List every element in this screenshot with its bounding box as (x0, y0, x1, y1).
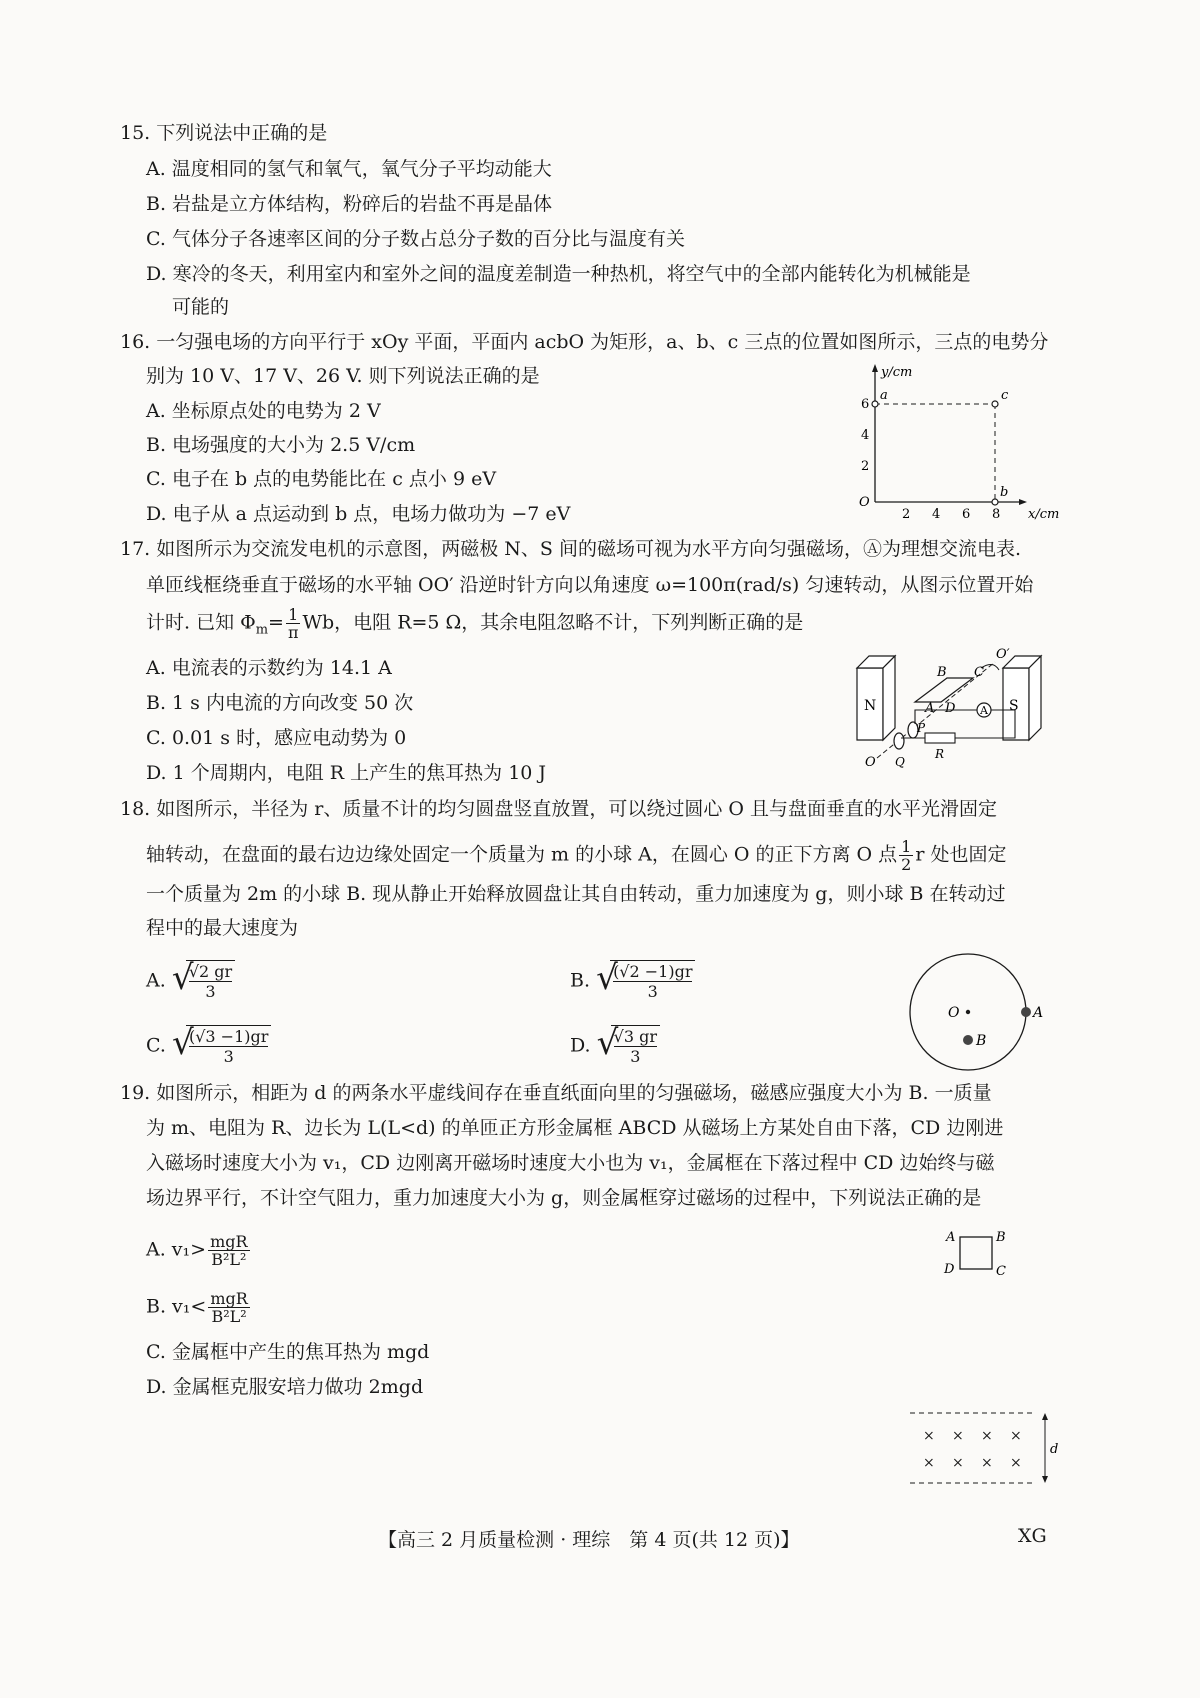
q17-label-a: A (925, 701, 935, 716)
q19-label-d: D (944, 1262, 955, 1277)
q18-b-num: (√2 −1)gr (613, 962, 693, 981)
q19-a-num: mgR (210, 1232, 248, 1251)
q17-known-suffix: Wb，电阻 R=5 Ω，其余电阻忽略不计，下列判断正确的是 (302, 611, 804, 634)
q19-cross: × (981, 1428, 993, 1444)
q18-option-c-radical: √ $\frac{(√3 -1)gr}{3}$ (172, 1025, 271, 1068)
q19-cross: × (923, 1455, 935, 1471)
q16-point-a (872, 401, 878, 407)
q18-ball-a (1021, 1007, 1031, 1017)
q18-stem-part1: 轴转动，在盘面的最右边边缘处固定一个质量为 m 的小球 A，在圆心 O 的正下方离 O 点 (146, 843, 898, 866)
q16-option-a: A. 坐标原点处的电势为 2 V (146, 400, 381, 422)
q19-d-arrow-down (1042, 1476, 1048, 1483)
q18-option-a (146, 960, 235, 1003)
q18-disc-figure (900, 938, 1050, 1088)
q16-option-b: B. 电场强度的大小为 2.5 V/cm (146, 434, 416, 456)
q18-option-a-label: A. (146, 969, 166, 992)
q16-ytick-6: 6 (861, 397, 870, 412)
page-footer: 【高三 2 月质量检测 · 理综 第 4 页(共 12 页)】 (378, 1529, 800, 1551)
q18-label-b: B (976, 1033, 987, 1049)
q19-label-a: A (946, 1230, 956, 1245)
page-code: XG (1018, 1525, 1047, 1547)
q16-label-b: b (1000, 485, 1009, 500)
q19-option-d: D. 金属框克服安培力做功 2mgd (146, 1376, 424, 1398)
q16-xtick-4: 4 (932, 507, 941, 522)
q16-ytick-2: 2 (861, 459, 870, 474)
q18-stem-cont (146, 838, 1006, 873)
q16-y-arrow (872, 364, 878, 372)
q16-label-c: c (1001, 388, 1009, 403)
q19-a-den: B²L² (211, 1250, 247, 1269)
q17-phi-subscript: m (255, 622, 269, 638)
q17-coil-frame (915, 678, 973, 702)
q15-option-c: C. 气体分子各速率区间的分子数占总分子数的百分比与温度有关 (146, 228, 685, 250)
q17-known-prefix: 计时. 已知 Φ (146, 611, 256, 634)
q17-option-a: A. 电流表的示数约为 14.1 A (146, 657, 392, 679)
q18-option-d (570, 1025, 660, 1068)
q18-stem-cont2: 一个质量为 2m 的小球 B. 现从静止开始释放圆盘让其自由转动，重力加速度为 g，则小球 B 在转动过 (146, 883, 1006, 905)
q17-label-n: N (864, 698, 877, 714)
q18-stem-part2: r 处也固定 (915, 843, 1007, 866)
q17-stem-known (146, 606, 803, 642)
q19-d-arrow-up (1042, 1413, 1048, 1420)
q16-coordinate-figure (855, 362, 1065, 527)
q19-cross: × (952, 1455, 964, 1471)
q18-d-num: √3 gr (613, 1027, 658, 1046)
q16-stem: 16. 一匀强电场的方向平行于 xOy 平面，平面内 acbO 为矩形，a、b、c 三点的位置如图所示，三点的电势分 (120, 331, 1049, 353)
q19-cross: × (1010, 1428, 1022, 1444)
q19-cross: × (923, 1428, 935, 1444)
q19-stem-cont: 为 m、电阻为 R、边长为 L(L<d) 的单匝正方形金属框 ABCD 从磁场上方某处自由下落，CD 边刚进 (146, 1117, 1004, 1139)
q19-label-b: B (996, 1230, 1006, 1245)
q19-cross: × (952, 1428, 964, 1444)
q19-option-b (146, 1290, 252, 1325)
q18-c-num: (√3 −1)gr (188, 1027, 269, 1046)
q17-label-d: D (945, 701, 956, 716)
q15-option-d: D. 寒冷的冬天，利用室内和室外之间的温度差制造一种热机，将空气中的全部内能转化为机械能是 (146, 263, 971, 285)
q17-label-b: B (937, 665, 947, 680)
q15-option-b: B. 岩盐是立方体结构，粉碎后的岩盐不再是晶体 (146, 193, 553, 215)
q17-magnet-s-side (1029, 656, 1041, 740)
q16-point-c (992, 401, 998, 407)
q17-generator-figure (855, 640, 1055, 790)
q17-equals: = (268, 611, 284, 634)
q18-half-fraction (899, 838, 913, 873)
q16-y-label: y/cm (881, 365, 913, 380)
q17-phi-fraction (286, 606, 301, 641)
q17-resistor (925, 733, 955, 743)
q19-b-den: B²L² (211, 1307, 247, 1326)
q16-point-b (992, 499, 998, 505)
q17-label-r: R (935, 747, 945, 761)
q19-option-b-prefix: B. v₁< (146, 1295, 207, 1318)
q17-frac-numerator: 1 (286, 606, 301, 624)
q17-magnet-n-side (883, 656, 895, 740)
q18-option-c-label: C. (146, 1034, 166, 1057)
q17-slip-ring-q (894, 733, 904, 749)
q19-cross: × (981, 1455, 993, 1471)
q17-option-c: C. 0.01 s 时，感应电动势为 0 (146, 727, 407, 749)
q18-option-a-radical: √ $\frac{√2 gr}{3}$ (172, 960, 235, 1003)
q18-frac-denominator: 2 (901, 855, 912, 874)
q18-label-a: A (1033, 1005, 1044, 1021)
q19-frame-figure (920, 1225, 1060, 1285)
q18-option-d-label: D. (570, 1034, 591, 1057)
q18-b-den: 3 (647, 982, 658, 1001)
q19-option-a-prefix: A. v₁> (146, 1238, 207, 1261)
q19-option-a-fraction (208, 1233, 249, 1268)
q16-x-arrow (1019, 499, 1027, 505)
q18-a-num: √2 gr (188, 962, 233, 981)
q17-label-c: C (974, 665, 984, 680)
q16-xtick-6: 6 (962, 507, 971, 522)
q16-xtick-8: 8 (992, 507, 1001, 522)
q15-stem: 15. 下列说法中正确的是 (120, 122, 328, 144)
q17-label-o: O (865, 755, 876, 770)
q19-cross: × (1010, 1455, 1022, 1471)
q18-option-b-label: B. (570, 969, 591, 992)
q15-option-a: A. 温度相同的氢气和氧气，氧气分子平均动能大 (146, 158, 552, 180)
q16-x-label: x/cm (1028, 507, 1060, 522)
q17-option-d: D. 1 个周期内，电阻 R 上产生的焦耳热为 10 J (146, 762, 547, 784)
q17-frac-denominator: π (287, 623, 299, 642)
q18-option-b-radical: √ $\frac{(√2 -1)gr}{3}$ (596, 960, 695, 1003)
q17-label-p: P (917, 721, 926, 735)
q18-d-den: 3 (630, 1047, 641, 1066)
q18-option-b (570, 960, 695, 1003)
q18-stem: 18. 如图所示，半径为 r、质量不计的均匀圆盘竖直放置，可以绕过圆心 O 且与盘面垂直的水平光滑固定 (120, 798, 998, 820)
q19-option-a (146, 1233, 252, 1268)
q18-stem-cont3: 程中的最大速度为 (146, 917, 299, 939)
q19-stem: 19. 如图所示，相距为 d 的两条水平虚线间存在垂直纸面向里的匀强磁场，磁感应强度大小为 B. 一质量 (120, 1082, 992, 1104)
q18-frac-numerator: 1 (901, 837, 912, 856)
q16-label-a: a (880, 388, 888, 403)
q18-c-den: 3 (223, 1047, 234, 1066)
q18-center-dot (966, 1010, 970, 1014)
q18-a-den: 3 (205, 982, 216, 1001)
q18-option-c (146, 1025, 271, 1068)
q19-stem-cont2: 入磁场时速度大小为 v₁，CD 边刚离开磁场时速度大小也为 v₁，金属框在下落过程中 CD 边始终与磁 (146, 1152, 995, 1174)
q17-label-q: Q (895, 755, 905, 769)
q16-option-d: D. 电子从 a 点运动到 b 点，电场力做功为 −7 eV (146, 503, 571, 525)
q19-field-crosses (923, 1428, 1022, 1471)
q19-label-c: C (996, 1264, 1006, 1279)
q17-label-s: S (1009, 698, 1019, 714)
q16-xtick-2: 2 (902, 507, 911, 522)
q19-square-frame (960, 1237, 992, 1269)
q16-option-c: C. 电子在 b 点的电势能比在 c 点小 9 eV (146, 468, 497, 490)
q17-ammeter-label: A (980, 704, 988, 717)
q19-field-figure (905, 1405, 1065, 1495)
q16-origin-label: O (859, 495, 870, 510)
q15-option-d-cont: 可能的 (172, 296, 230, 318)
q18-label-o: O (948, 1005, 960, 1021)
q19-stem-cont3: 场边界平行，不计空气阻力，重力加速度大小为 g，则金属框穿过磁场的过程中，下列说法正确的是 (146, 1187, 982, 1209)
q16-ytick-4: 4 (861, 428, 870, 443)
q19-b-num: mgR (210, 1289, 248, 1308)
q17-option-b: B. 1 s 内电流的方向改变 50 次 (146, 692, 414, 714)
q18-ball-b (963, 1035, 973, 1045)
q19-option-c: C. 金属框中产生的焦耳热为 mgd (146, 1341, 430, 1363)
q18-option-d-radical: √ $\frac{√3 gr}{3}$ (597, 1025, 660, 1068)
q17-label-o1: O′ (996, 647, 1010, 662)
q17-stem: 17. 如图所示为交流发电机的示意图，两磁极 N、S 间的磁场可视为水平方向匀强磁场，Ⓐ为理想交流电表. (120, 538, 1022, 560)
q19-option-b-fraction (208, 1290, 249, 1325)
q17-stem-cont: 单匝线框绕垂直于磁场的水平轴 OO′ 沿逆时针方向以角速度 ω=100π(rad/s) 匀速转动，从图示位置开始 (146, 574, 1034, 596)
q19-label-d-distance: d (1050, 1442, 1059, 1457)
q16-stem-cont: 别为 10 V、17 V、26 V. 则下列说法正确的是 (146, 365, 540, 387)
